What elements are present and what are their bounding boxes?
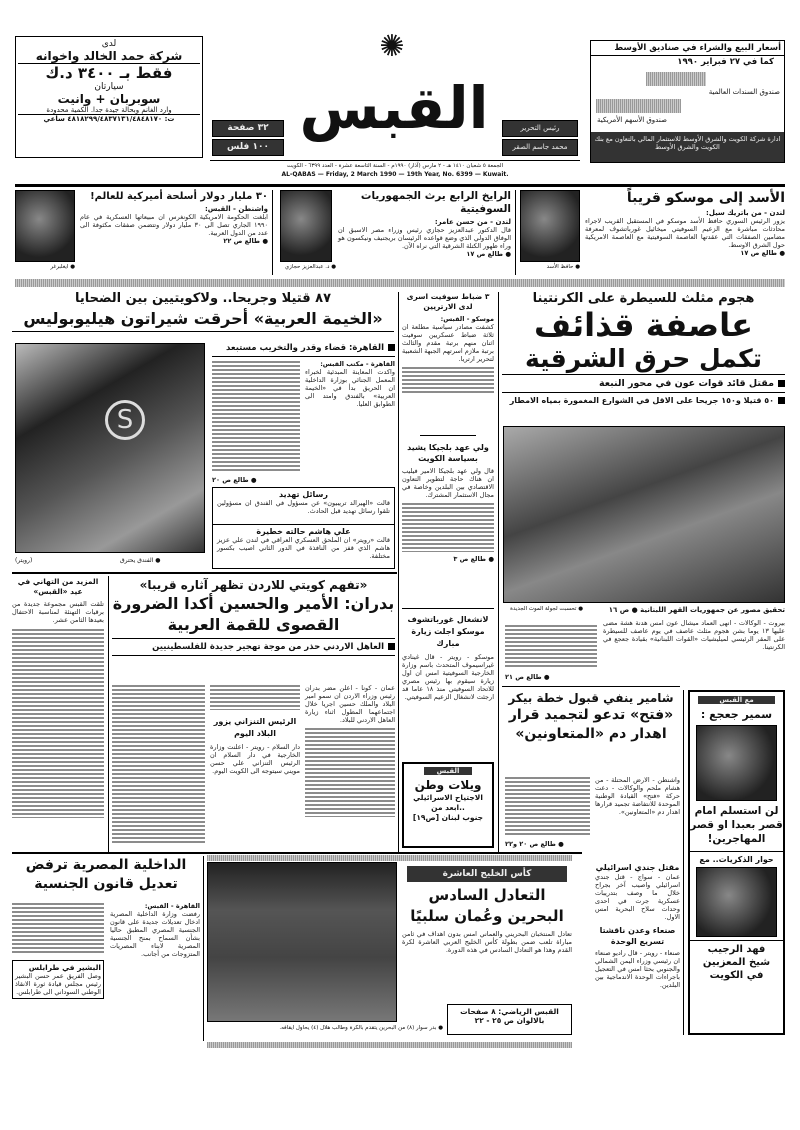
ad-phone: ت: ٤٨١٨٢٩٩/٤٨٣٧١٣١/٤٨٤٨١٧٠ ساعي [43, 115, 175, 123]
photo-eagleburger [15, 190, 75, 262]
photo-caption: ● تحسبت لجولة الموت الجديدة [510, 606, 583, 612]
bullet-icon [388, 643, 395, 650]
headline[interactable]: عاصفة قذائف [534, 306, 753, 344]
sheraton-story [12, 291, 394, 332]
see-page-link[interactable]: ● طالع ص ٢٠ [212, 476, 257, 484]
article-lead: قال ولي عهد بلجيكا الامير فيليب ان هناك حاجة لتطوير التعاون الاقتصادي بين البلدين وخاصة في مجال الاستثمار المشترك. [402, 467, 494, 499]
photo-caption: ● د. عبدالعزيز حجازي [284, 264, 336, 270]
divider [683, 690, 684, 1035]
headline[interactable]: «فتح» تدعو لتجميد قرار اهدار دم «المتعاونين» [508, 707, 674, 742]
article-text [402, 366, 494, 394]
ad-company: شركة حمد الخالد واخوانه [18, 49, 200, 64]
sheraton-logo-icon: S [105, 400, 145, 440]
kicker: هجوم مثلث للسيطرة على الكرنتينا [532, 291, 755, 306]
fund-label: صندوق الأسهم الأمريكية [597, 116, 667, 124]
article-text [402, 502, 494, 552]
divider [402, 608, 494, 609]
funds-date: كما في ٢٧ فبراير ١٩٩٠ [677, 57, 774, 67]
article-text [112, 684, 205, 844]
dateline: واشنطن - القبس: [204, 205, 268, 213]
feature-title: ويلات وطن [414, 778, 482, 792]
photo-beirut-street [503, 426, 785, 603]
ad-text: سيارتان [94, 82, 124, 92]
divider [420, 435, 476, 436]
shamir-story [502, 690, 680, 744]
headline[interactable]: ولي عهد بلجيكا يشيد بسياسة الكويت [407, 443, 489, 463]
see-page-link[interactable]: ● طالع ص ١٧ [466, 250, 511, 258]
article-text [212, 360, 300, 472]
article-lead: صنعاء - رويتر - قال راديو صنعاء ان رئيسي وزراء اليمن الشمالي والجنوبي بحثا امس في التعجيل باجراءات الوحدة الاندماجية بين البلدين. [595, 949, 680, 989]
editor-name: محمد جاسم الصقر [502, 139, 578, 156]
photo-caption: ● حافظ الأسد [546, 264, 580, 270]
photo-football-match [207, 862, 397, 1022]
divider [272, 190, 273, 275]
headline[interactable]: البشير في طرابلس [28, 963, 101, 972]
bullet-icon [778, 397, 785, 404]
divider [515, 190, 516, 275]
divider [502, 686, 680, 687]
headline[interactable]: البحرين وعُمان سلبيًا [410, 907, 564, 925]
middle-story-soviet-officers [402, 292, 494, 394]
greetings-story [12, 577, 104, 818]
article-lead: يزور الرئيس السوري حافظ الأسد موسكو في المستقبل القريب لاجراء محادثات مباشرة مع الزعيم السوفيتي ميخائيل غورباتشوف لمعرفة مضامين الصفقات التي عقدتها العاصمة السوفيتية مع العاصمة الامريكية حول الشرق الاوسط. [585, 217, 785, 249]
jordan-story [112, 577, 395, 656]
photo-caption: ● بدر سوار (٨) من البحرين يتقدم بالكرة وطالب هلال (٤) يحاول ايقافه. [279, 1025, 443, 1031]
headline[interactable]: الداخلية المصرية ترفض تعديل قانون الجنسية [25, 857, 187, 892]
lebanon-story [502, 291, 785, 408]
interviewee-title: شيخ المعزبين [702, 957, 771, 968]
bullet-icon [388, 344, 395, 351]
kicker: «تفهم كويتي للاردن تظهر آثاره قريبا» [139, 578, 368, 592]
dateline: القاهرة - القبس: [144, 902, 200, 910]
feature-title: حوار الذكريات.. مع [690, 851, 783, 864]
ad-price: فقط بـ ٣٤٠٠ د.ك [45, 64, 173, 82]
feature-text: الاجتياح الاسرائيلي [413, 793, 483, 802]
headline[interactable]: «الخيمة العربية» أحرقت شيراتون هيليوبوليس [12, 307, 394, 332]
price: ١٠٠ فلس [212, 139, 284, 156]
divider-band [207, 855, 572, 861]
divider [12, 852, 582, 854]
article-text [305, 727, 395, 817]
article-lead: عمان - كونا - اعلن مضر بدران رئيس وزراء الاردن ان سمو امير البلاد والملك حسين اجريا خلال اجتماعهما المطول اثناء زيارة العاهل الاردني للبلاد. [305, 684, 395, 724]
divider [398, 292, 399, 852]
feature-text: ..ابعد من [431, 803, 465, 812]
headline[interactable]: ٣ ضباط سوفيت اسرى لدى الارتريين [406, 292, 490, 311]
see-page-link[interactable]: ● طالع ص ٢٠ و٢٢ [505, 840, 564, 848]
ad-text: وارد الغانم وبحالة جيدة جدا. الكمية محدودة [18, 106, 200, 115]
article-text [505, 776, 590, 836]
article-lead: موسكو - رويتر - قال غينادي غيراسيموف المتحدث باسم وزارة الخارجية السوفيتية امس ان اول زيارة سيقوم بها رئيس مصري للاتحاد السوفيتي منذ ١٨ عاما قد ارجئت لانشغال الزعيم السوفيتي. [402, 653, 494, 701]
ad-right-funds [590, 40, 785, 163]
headline[interactable]: بدران: الأمير والحسين أكدا الضرورة القصوى للقمة العربية [112, 594, 395, 634]
tanzania-box [210, 716, 300, 775]
newspaper-logo: القبس [299, 74, 489, 142]
see-page-link[interactable]: ● طالع ص ١٧ [740, 249, 785, 257]
photo-geagea [696, 725, 777, 801]
article-lead: ابلغت الحكومة الامريكية الكونغرس ان مبيعاتها العسكرية في عام ١٩٩٠ الجاري تصل الى ٣٠ مليار دولار وتتضمن صفقات مكثوفة الى عدد من الدول العربية. [80, 213, 269, 237]
promo-text: القبس الرياضي: ٨ صفحات [460, 1007, 559, 1016]
article-lead: بيروت - الوكالات - انهى العماد ميشال عون امس هدنة هشة مضى عليها ١٣ يوما بشن هجوم مثلث عاصف في يوم عاصف للسيطرة على المقر الرئيسي لميليشيات «القوات اللبنانية» بقيادة جعجع في الكرنتينا. [603, 619, 785, 651]
ali-hashem-box [212, 525, 395, 569]
photo-hegazi [280, 190, 332, 262]
promo-text: بالالوان ص ٢٥ - ٢٢ [474, 1016, 545, 1025]
subheadline: مقتل قائد قوات عون في محور النبعة [599, 378, 774, 389]
subheadline: العاهل الاردني حذر من موجة تهجير جديدة للفلسطينيين [152, 642, 384, 652]
interview-quote[interactable]: لن استسلم امام قصر بعبدا او قصر المهاجرين! [690, 805, 783, 845]
article-lead: قالت «الهيرالد تريبيون» عن مسؤول في الفندق ان مسؤولين تلقوا رسائل تهديد قبل الحادث. [217, 499, 390, 515]
article-text [12, 628, 104, 818]
threats-box [212, 487, 395, 525]
article-lead: عمان - سواج - قتل جندي اسرائيلي واصيب آخر بجراح خلال ما وصف بتدريبات عسكرية جرت في احدى وحدات سلاح البحرية امس الاول. [595, 873, 680, 921]
subheadline: القاهرة: قضاء وقدر والتخريب مستبعد [225, 343, 384, 353]
article-lead: قالت «رويتر» ان الملحق العسكري العراقي في لندن علي عزيز هاشم الذي قفز من النافذة في الدور الثاني اصيب بكسور مختلفة. [217, 536, 390, 560]
fund-price-graphic [646, 72, 706, 86]
sport-supplement-promo[interactable] [447, 1004, 572, 1035]
ad-text: لدى [101, 39, 117, 49]
sheraton-body [305, 360, 395, 408]
teaser-reich [338, 190, 511, 258]
egypt-story [12, 856, 200, 894]
middle-story-belgium [402, 442, 494, 563]
article-text [505, 624, 597, 668]
article-lead: واكدت المعاينة المبدئية لخبراء المعمل الجنائي بوزارة الداخلية ان الحريق بدأ في «الخيمة العربية» بالفندق وامتد الى الطوابق العليا. [305, 368, 395, 408]
article-text [12, 902, 104, 954]
divider [108, 576, 109, 852]
shamir-body [595, 776, 680, 816]
headline[interactable]: لانشغال غورباتشوف موسكو اجلت زيارة مبارك [407, 615, 489, 648]
headline[interactable]: المزيد من التهاني في عيد «القبس» [17, 577, 99, 596]
see-page-link[interactable]: ● طالع ص ٢١ [505, 673, 550, 681]
photo-hotel-fire [15, 343, 205, 553]
divider [203, 856, 204, 1041]
interviewee-name: سمير جعجع : [700, 708, 773, 721]
flame-emblem-icon: ✺ [379, 29, 405, 64]
photo-assad [520, 190, 580, 262]
divider [498, 292, 499, 852]
kicker: ٨٧ قتيلا وجريحا.. ولاكويتيين بين الضحايا [74, 291, 332, 306]
bullet-icon [778, 380, 785, 387]
interview-column [688, 690, 785, 1035]
ad-cars: سوبربان + وانيت [57, 92, 161, 106]
article-lead: كشفت مصادر سياسية مطلعة ان ثلاثة ضباط عسكريين سوفيت اثنان منهم برتبة مقدم والثالث برتبة ملازم اسرتهم الجبهة الشعبية لتحرير ارتريا. [402, 323, 494, 363]
date-line-en: AL-QABAS — Friday, 2 March 1990 — 19th Year, No. 6399 — Kuwait. [281, 171, 509, 178]
divider [15, 184, 785, 187]
headline[interactable]: الرئيس التنزاني يزور البلاد اليوم [213, 717, 297, 738]
article-text [210, 684, 300, 710]
photo-caption: ● الفندق يحترق [120, 557, 161, 564]
box-headline: رسائل تهديد [279, 490, 328, 499]
feature-label: القبس [424, 767, 472, 775]
divider [12, 572, 397, 574]
teaser-arms [80, 190, 268, 245]
article-lead: دار السلام - رويتر - اعلنت وزارة الخارجية في دار السلام ان الرئيس التنزاني علي حسن مويني سيتوجه الى الكويت اليوم. [210, 743, 300, 775]
feature-text: جنوب لبنان [ص١٩] [412, 813, 484, 822]
headline[interactable]: صنعاء وعدن ناقشتا تسريع الوحدة [599, 926, 676, 946]
date-line-ar: الجمعة ٥ شعبان ١٤١٠ هـ - ٢ مارس (آذار) ١٩٩٠م - السنة التاسعة عشرة - العدد ٦٣٩٩ - الكويت [286, 163, 504, 169]
section-label: كأس الخليج العاشرة [407, 866, 567, 882]
article-lead: وصل الفريق عمر حسن البشير رئيس مجلس قيادة ثورة الانقاذ الوطني السوداني الى طرابلس. [15, 972, 101, 996]
divider-band [15, 279, 785, 287]
middle-story-mubarak [402, 614, 494, 701]
ad-left [15, 36, 203, 158]
photo-caption: تحقيق مصور عن جمهوريات القهر اللبنانية ● ص ١٦ [608, 606, 785, 614]
fund-price-graphic [596, 99, 681, 113]
egypt-body [110, 902, 200, 958]
see-page-link[interactable]: ● طالع ص ٢٢ [223, 237, 268, 245]
divider [210, 160, 580, 161]
fund-label: صندوق السندات العالمية [708, 88, 780, 96]
photo-rujaib [696, 867, 777, 937]
pages-count: ٣٢ صفحة [212, 120, 284, 137]
dateline: القاهرة - مكتب القبس: [320, 360, 395, 368]
interview-label: مع القبس [698, 696, 775, 704]
headline[interactable]: مقتل جندي اسرائيلي [595, 863, 680, 872]
israeli-soldier-story [595, 862, 680, 989]
subheadline: ٥٠ قتيلا و١٥٠ جريحا على الاقل في الشوارع المغمورة بمياه الامطار [509, 396, 774, 405]
gulf-cup-story [402, 866, 572, 954]
dateline: لندن - من باتريك سيل: [706, 209, 785, 217]
kicker: شامير ينفي قبول خطة بيكر [508, 691, 674, 705]
box-headline: علي هاشم حالته خطيرة [256, 527, 351, 536]
headline[interactable]: ٣٠ مليار دولار أسلحة أميركية للعالم! [90, 191, 268, 202]
feature-box[interactable] [402, 762, 494, 848]
funds-footer: ادارة شركة الكويت والشرق الأوسط للاستثمار المالي بالتعاون مع بنك الكويت والشرق الأوسط [591, 132, 784, 162]
interviewee-name: فهد الرجيب [690, 940, 783, 956]
divider-band [207, 1042, 572, 1048]
dateline: موسكو - القبس: [440, 315, 494, 323]
article-lead: واشنطن - الارض المحتلة - من هشام ملحم والوكالات - دعت حركة «فتح» القيادة الوطنية الموحدة للانتفاضة تجميد قرارها اهدار دم «المتعاونين». [595, 776, 680, 816]
headline[interactable]: تكمل حرق الشرقية [502, 343, 785, 375]
dateline: لندن - من حسن عامر: [434, 218, 511, 226]
headline[interactable]: التعادل السادس [428, 886, 546, 904]
editor-label: رئيس التحرير [502, 120, 578, 137]
article-lead: قال الدكتور عبدالعزيز حجازي رئيس وزراء مصر الاسبق ان الوفاق الدولي الذي وضع قواعده الرئيسان بريجنيف ونيكسون هو وراء ظهور الكتلة الشرقية التي نراه الآن. [338, 226, 511, 250]
see-page-link[interactable]: ● طالع ص ٣ [453, 555, 494, 563]
headline[interactable]: الرايخ الرابع يرث الجمهوريات السوفيتية [360, 190, 511, 215]
bashir-box [12, 960, 104, 999]
jordan-body [305, 684, 395, 817]
article-lead: تعادل المنتخبان البحريني والعماني امس بدون اهداف في ثامن مباراة تلعب ضمن بطولة كأس الخليج العربي العاشرة لكرة القدم وهذا هو التعادل السادس في هذه الدورة. [402, 930, 572, 954]
photo-credit: (رويتر) [15, 557, 33, 564]
teaser-assad [585, 190, 785, 257]
headline[interactable]: الأسد إلى موسكو قريباً [626, 190, 785, 206]
interviewee-place: في الكويت [709, 970, 764, 981]
photo-caption: ● ايغلبرغر [50, 264, 75, 270]
funds-title: أسعار البيع والشراء في صناديق الأوسط [591, 41, 784, 56]
article-lead: رفضت وزارة الداخلية المصرية ادخال تعديلات جديدة على قانون الجنسية المصري المطبق حاليا بشأن السماح بمنح الجنسية المصرية لابناء المصريات المتزوجات من أجانب. [110, 910, 200, 958]
article-lead: تلقت القبس مجموعة جديدة من برقيات التهنئة لمناسبة الاحتفال بعيدها الثامن عشر. [12, 600, 104, 624]
